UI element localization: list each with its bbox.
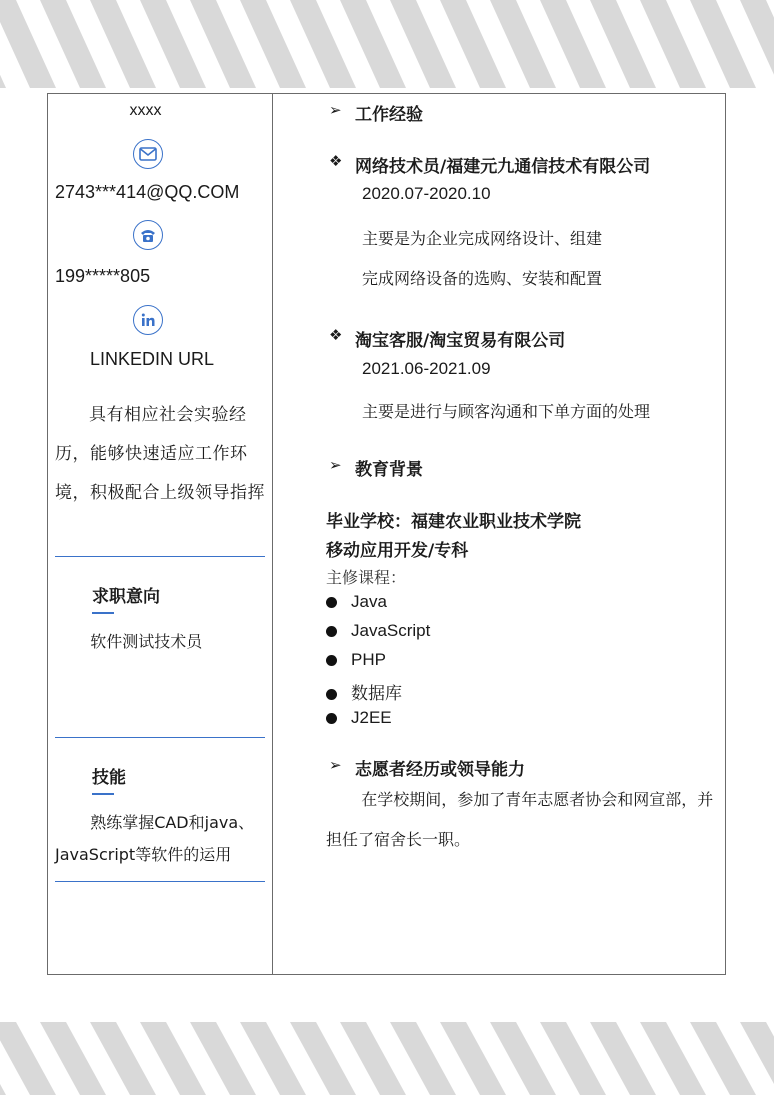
bullet-icon: [326, 597, 337, 608]
education-heading: 教育背景: [355, 460, 423, 480]
divider: [55, 737, 265, 738]
major-text: 移动应用开发/专科: [326, 541, 469, 561]
job-intent-text: 软件测试技术员: [90, 632, 203, 651]
volunteer-heading: 志愿者经历或领导能力: [355, 760, 525, 780]
bullet-icon: [326, 689, 337, 700]
diamond-bullet-icon: ❖: [329, 152, 343, 170]
job-intent-title: 求职意向: [92, 587, 160, 607]
volunteer-text: 在学校期间，参加了青年志愿者协会和网宣部，并担任了宿舍长一职。: [326, 790, 714, 849]
courses-label: 主修课程：: [326, 568, 407, 587]
arrow-bullet-icon: ➢: [329, 756, 342, 774]
linkedin-icon: [133, 305, 163, 335]
candidate-name: xxxx: [129, 102, 162, 119]
bullet-icon: [326, 626, 337, 637]
job-desc-line: 主要是为企业完成网络设计、组建: [362, 229, 603, 248]
summary-text: 具有相应社会实验经历，能够快速适应工作环境，积极配合上级领导指挥: [55, 405, 265, 503]
title-underline: [92, 793, 114, 795]
bottom-stripe-decoration: [0, 1022, 774, 1095]
email-text: 2743***414@QQ.COM: [55, 182, 240, 202]
top-stripe-decoration: [0, 0, 774, 88]
job-title: 淘宝客服/淘宝贸易有限公司: [355, 331, 566, 351]
job-date: 2021.06-2021.09: [362, 359, 491, 378]
phone-text: 199*****805: [55, 266, 151, 286]
diamond-bullet-icon: ❖: [329, 326, 343, 344]
course-item: J2EE: [326, 708, 392, 728]
divider: [55, 881, 265, 882]
phone-icon: [133, 220, 163, 250]
divider: [55, 556, 265, 557]
skills-text: 熟练掌握CAD和java、JavaScript等软件的运用: [55, 813, 255, 864]
resume-frame: [47, 93, 726, 975]
job-desc-line: 主要是进行与顾客沟通和下单方面的处理: [362, 402, 651, 421]
job-date: 2020.07-2020.10: [362, 184, 491, 203]
bullet-icon: [326, 655, 337, 666]
course-item: 数据库: [326, 679, 402, 704]
school-text: 毕业学校：福建农业职业技术学院: [326, 512, 581, 532]
arrow-bullet-icon: ➢: [329, 456, 342, 474]
arrow-bullet-icon: ➢: [329, 101, 342, 119]
skills-title: 技能: [92, 768, 126, 788]
course-item: PHP: [326, 650, 386, 670]
bullet-icon: [326, 713, 337, 724]
job-desc-line: 完成网络设备的选购、安装和配置: [362, 269, 603, 288]
work-heading: 工作经验: [355, 105, 423, 125]
title-underline: [92, 612, 114, 614]
linkedin-text: LINKEDIN URL: [90, 349, 215, 369]
course-item: Java: [326, 592, 387, 612]
mail-icon: [133, 139, 163, 169]
job-title: 网络技术员/福建元九通信技术有限公司: [355, 157, 651, 177]
left-column: [48, 94, 272, 974]
course-item: JavaScript: [326, 621, 430, 641]
right-column: [273, 94, 725, 974]
